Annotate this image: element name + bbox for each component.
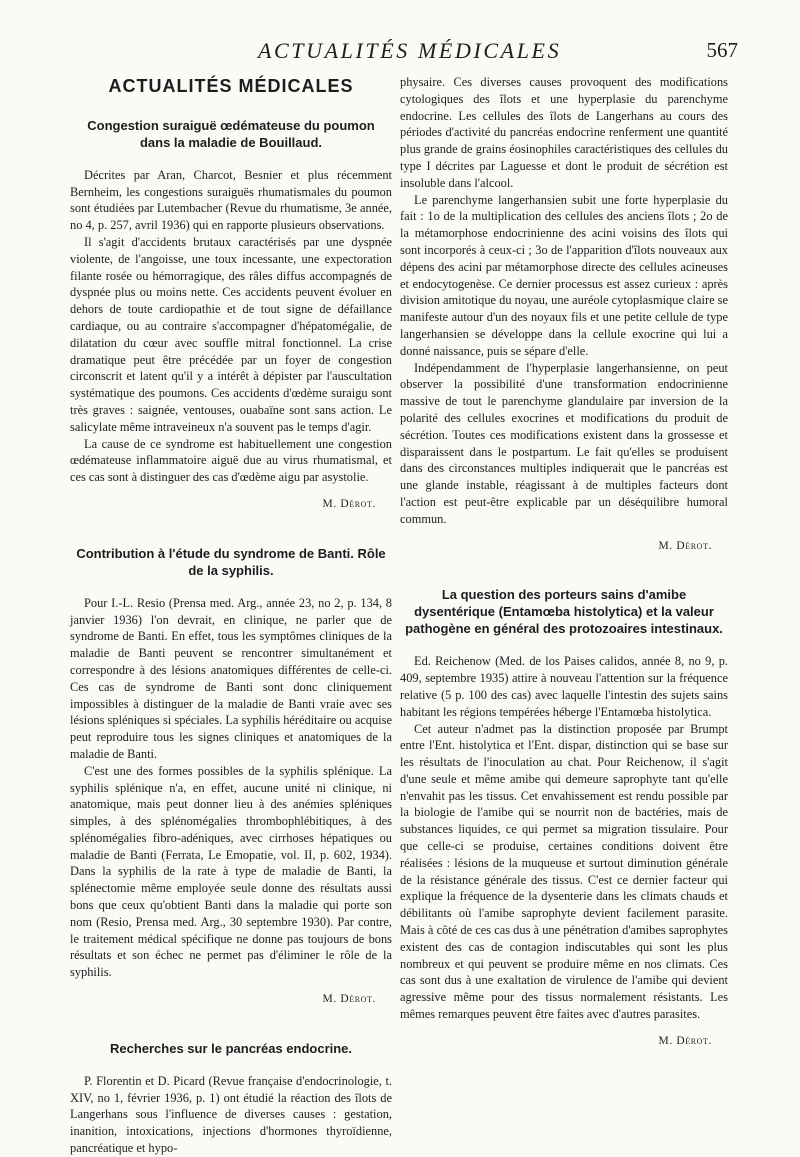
article-pancreas [70, 1040, 392, 1157]
author-signature: M. Dérot. [322, 497, 376, 510]
article-paragraph: Il s'agit d'accidents brutaux caractérisés par une dyspnée violente, de l'angoisse, une toux incessante, une expectoration filante rosée ou hémorragique, des râles diffus accompagnés de dyspnée plus ou moins nette. Ces accidents peuvent évoluer en dehors de toute cardiopathie et de tout signe de défaillance cardiaque, ou au contraire s'accompagner d'hépatomégalie, de dilatation du cœur avec souffle mitral fonctionnel. La crise dramatique peut être précédée par un foyer de congestion circonscrit et latent qu'il y a intérêt à dépister par l'auscultation systématique des poumons. Ces accidents d'œdème suraigu sont très graves : saignée, ventouses, ouabaïne sont sans action. Le salicylate même intraveineux n'a souvent pas le temps d'agir. [70, 234, 392, 434]
article-paragraph: Pour I.-L. Resio (Prensa med. Arg., année 23, no 2, p. 134, 8 janvier 1936) l'on devrait, en clinique, ne parler que de syndrome de Banti. En effet, tous les symptômes cliniques de la maladie de Banti peuvent se rencontrer simultanément et correspondre à des lésions anatomiques différentes de celle-ci. Ces cas de syndrome de Banti sont donc cliniquement impossibles à distinguer de la maladie de Banti vraie avec ses lésions spléniques si spéciales. La syphilis héréditaire ou acquise peut reproduire tous les signes cliniques et anatomiques de la maladie de Banti. [70, 595, 392, 761]
article-title: Contribution à l'étude du syndrome de Banti. Rôle de la syphilis. [76, 545, 386, 578]
author-signature: M. Dérot. [322, 993, 376, 1006]
article-paragraph: Le parenchyme langerhansien subit une forte hyperplasie du fait : 1o de la multiplication des cellules des anciens îlots ; 2o de la métamorphose endocrinienne des acini voisins des îlots qui sont incorporés à ceux-ci ; 3o de l'apparition d'îlots nouveaux aux dépens des acini par métamorphose directe des cellules acineuses et endocytogenèse. Ce dernier processus est assez curieux : après division amitotique du noyau, une auréole cytoplasmique claire se manifeste autour d'un des noyaux fils et une petite cellule de type langerhansien se développe dans la cellule exocrine qui lui a donné naissance, puis se sépare d'elle. [400, 192, 728, 358]
author-signature: M. Dérot. [658, 539, 712, 552]
article-title: Congestion suraiguë œdémateuse du poumon dans la maladie de Bouillaud. [87, 117, 375, 150]
article-amibe [400, 586, 728, 1049]
running-title: ACTUALITÉS MÉDICALES [258, 38, 562, 63]
section-title: ACTUALITÉS MÉDICALES [108, 76, 354, 96]
article-paragraph: La cause de ce syndrome est habituellement une congestion œdémateuse inflammatoire aiguë due au virus rhumatismal, et ces cas sont à distinguer des cas d'œdème aigu par asystolie. [70, 436, 392, 485]
right-column [400, 74, 728, 1082]
page-number: 567 [706, 38, 738, 62]
article-banti [70, 545, 392, 1008]
article-paragraph: P. Florentin et D. Picard (Revue française d'endocrinologie, t. XIV, no 1, février 1936, p. 1) ont étudié la réaction des îlots de Langerhans sous l'influence de diverses causes : gestation, inanition, intoxications, injections d'hormones thyroïdienne, pancréatique et hypo- [70, 1073, 392, 1156]
article-pancreas-continued [400, 74, 728, 554]
author-signature: M. Dérot. [658, 1034, 712, 1047]
article-title: La question des porteurs sains d'amibe dysentérique (Entamœba histolytica) et la valeur pathogène en général des protozoaires intestinaux. [405, 587, 723, 637]
article-paragraph: Décrites par Aran, Charcot, Besnier et plus récemment Bernheim, les congestions suraiguës rhumatismales du poumon sont étudiées par Lutembacher (Revue du rhumatisme, 3e année, no 4, p. 257, avril 1936) qui en rapporte plusieurs observations. [70, 167, 392, 233]
article-paragraph: C'est une des formes possibles de la syphilis splénique. La syphilis splénique n'a, en effet, aucune unité ni clinique, ni anatomique, mais peut donner lieu à des anémies spléniques simples, à des splénomégalies thrombophlébitiques, à des splénomégalies fibro-adéniques, avec cirrhoses hépatiques ou maladie de Banti (Ferrata, Le Emopatie, vol. II, p. 602, 1934). Dans la syphilis de la rate à type de maladie de Banti, la splénectomie même employée seule donne des résultats aussi bons que ceux qu'obtient Banti dans la maladie qui porte son nom (Resio, Prensa med. Arg., 30 septembre 1930). Par contre, le traitement médical spécifique ne donne pas toujours de bons résultats et son échec ne permet pas d'éliminer le rôle de la syphilis. [70, 763, 392, 980]
left-column [70, 74, 392, 1157]
article-congestion [70, 117, 392, 513]
article-title: Recherches sur le pancréas endocrine. [109, 1040, 353, 1056]
article-paragraph: Cet auteur n'admet pas la distinction proposée par Brumpt entre l'Ent. histolytica et l'Ent. dispar, distinction qui se base sur les résultats de l'inoculation au chat. Pour Reichenow, il s'agit d'une seule et même amibe qui demeure saprophyte tant qu'elle n'envahit pas les tissus. Cet envahissement est rendu possible par la biologie de l'amibe qui se nourrit non de bactéries, mais de substances liquides, ce qui permet sa migration tissulaire. Pour que celle-ci se produise, certaines conditions doivent être réalisées : lésions de la muqueuse et surtout diminution générale de la résistance générale des tissus. C'est ce dernier facteur qui explique la fréquence de la dysenterie dans les climats chauds et débilitants où l'amibe saprophyte devient facilement parasite. Mais à côté de ces cas dus à une pénétration d'amibes saprophytes existent des cas de contagion indiscutables qui sont les plus nombreux et qui peuvent se produire même en nos climats. Ces cas sont dus à une exaltation de virulence de l'amibe qui devient agressive même pour des tissus normalement résistants. Les mêmes remarques peuvent être faites avec d'autres parasites. [400, 721, 728, 1022]
article-paragraph: Indépendamment de l'hyperplasie langerhansienne, on peut observer la possibilité d'une transformation endocrinienne massive de tout le parenchyme glandulaire par inversion de la polarité des cellules exocrines et modifications du produit de sécrétion. Toutes ces modifications existent dans la grossesse et disparaissent dans le postpartum. Le fait qu'elles se produisent dans des circonstances multiples indiquerait que le pancréas est une glande instable, réagissant à de multiples facteurs dont l'action est peut-être explicable par un déséquilibre humoral commun. [400, 360, 728, 526]
article-paragraph-continued: physaire. Ces diverses causes provoquent des modifications cytologiques des îlots et une hyperplasie du parenchyme endocrine. Les cellules des îlots de Langerhans au cours des périodes d'activité du pancréas endocrine renferment une quantité plus grande de grains éosinophiles caractéristiques des cellules du type I décrites par Laguesse et dont le produit de sécrétion est insoluble dans l'alcool. [400, 75, 728, 190]
running-head [0, 38, 800, 70]
article-paragraph: Ed. Reichenow (Med. de los Paises calidos, année 8, no 9, p. 409, septembre 1935) attire à nouveau l'attention sur la fréquence relative (5 p. 100 des cas) avec laquelle l'intestin des sujets sains habitant les régions tempérées héberge l'Entamœba histolytica. [400, 654, 728, 719]
